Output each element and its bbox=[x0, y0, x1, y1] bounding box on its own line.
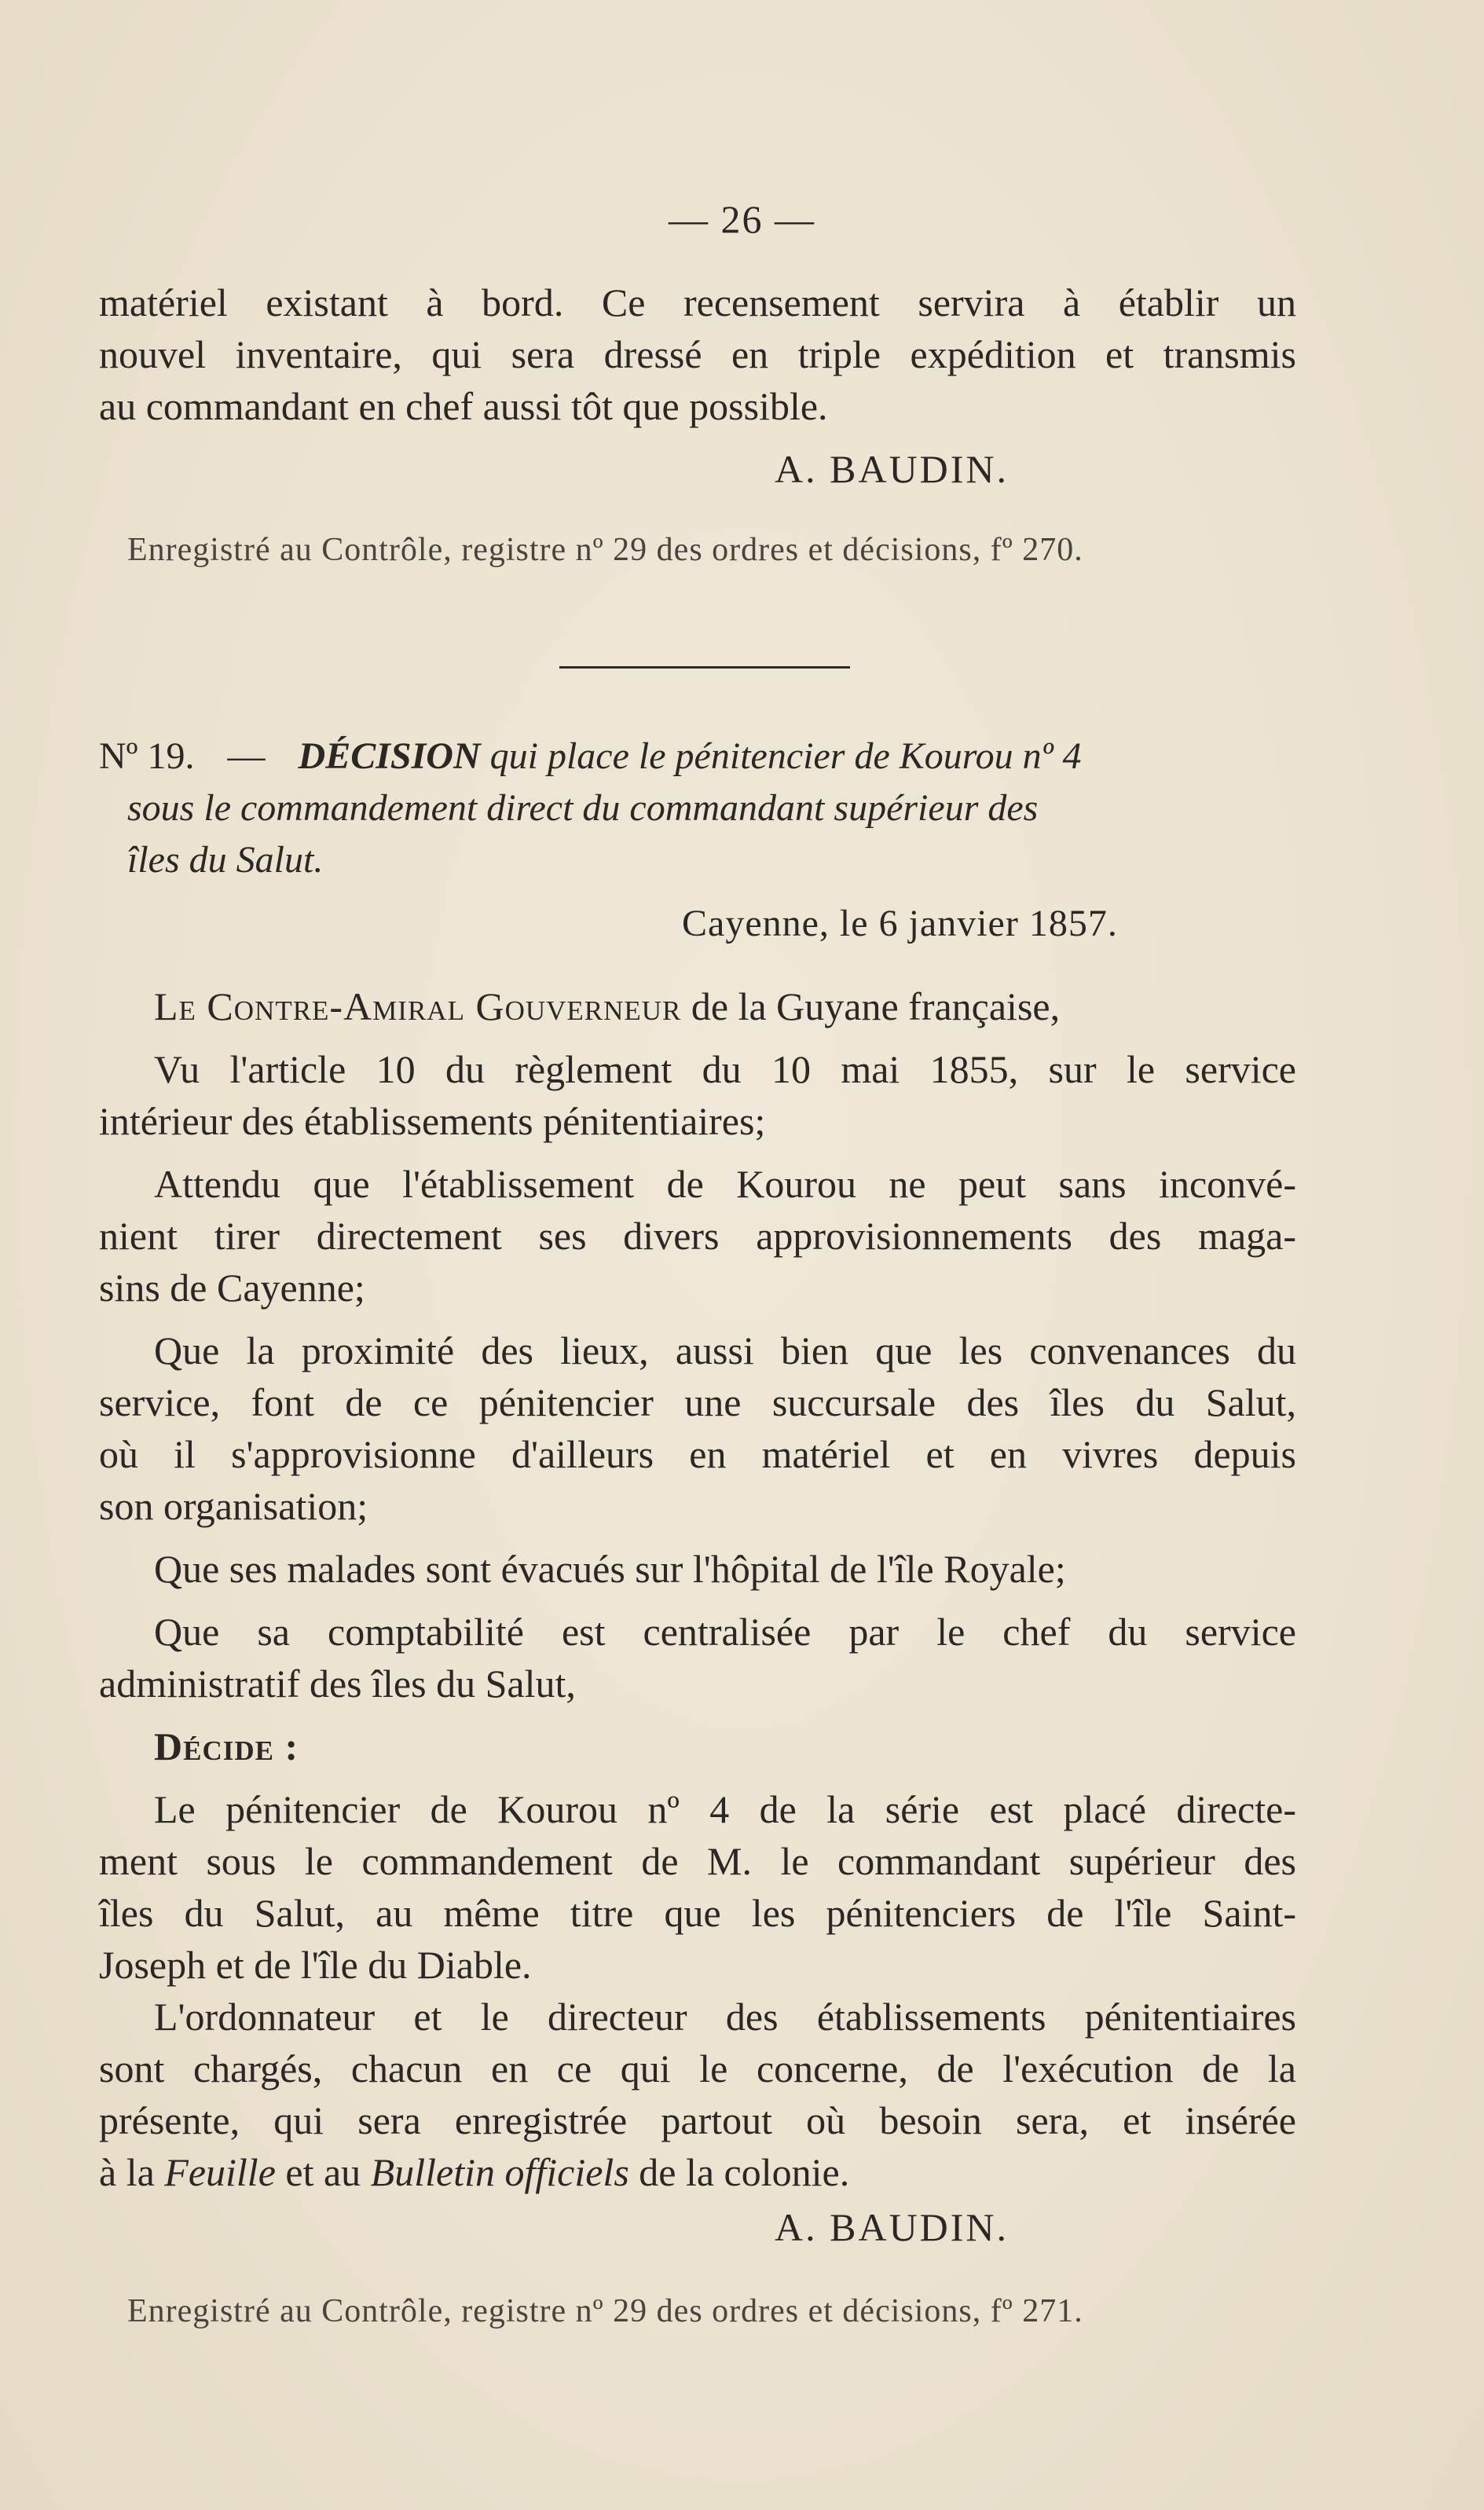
governor-title: Le Contre-Amiral Gouverneur bbox=[154, 984, 682, 1028]
heading-line-3: îles du Salut. bbox=[127, 839, 324, 881]
et-au-text: et au bbox=[275, 2150, 371, 2194]
registry-note-2: Enregistré au Contrôle, registre nº 29 des ordres et décisions, fº 271. bbox=[127, 2293, 1083, 2329]
heading-line-1 bbox=[99, 731, 1296, 782]
consideration-proximite bbox=[99, 1325, 1296, 1532]
consideration-line: intérieur des établissements pénitentiaires; bbox=[99, 1099, 766, 1143]
consideration-line: administratif des îles du Salut, bbox=[99, 1662, 576, 1706]
heading-line-1-rest: qui place le pénitencier de Kourou nº 4 bbox=[489, 735, 1082, 777]
last-line-suffix: de la colonie. bbox=[628, 2150, 850, 2194]
decision-article-1 bbox=[99, 1783, 1296, 1991]
decision-line: Le pénitencier de Kourou nº 4 de la série est placé directe- bbox=[154, 1787, 1296, 1831]
consideration-line: son organisation; bbox=[99, 1484, 368, 1528]
decision-line: Joseph et de l'île du Diable. bbox=[99, 1943, 532, 1987]
preamble-rest: de la Guyane française, bbox=[681, 984, 1061, 1028]
page-number: — 26 — bbox=[669, 197, 815, 241]
consideration-attendu bbox=[99, 1158, 1296, 1314]
consideration-line: Que ses malades sont évacués sur l'hôpital de l'île Royale; bbox=[154, 1547, 1066, 1591]
consideration-line: où il s'approvisionne d'ailleurs en matériel et en vivres depuis bbox=[99, 1432, 1296, 1476]
decision-line: îles du Salut, au même titre que les pénitenciers de l'île Saint- bbox=[99, 1891, 1296, 1935]
top-paragraph-line: matériel existant à bord. Ce recensement servira à établir un bbox=[99, 280, 1296, 324]
decision-number: Nº 19. bbox=[99, 735, 195, 777]
bulletin-title: Bulletin officiels bbox=[370, 2150, 629, 2194]
decide-label: Décide : bbox=[154, 1724, 299, 1768]
decision-body bbox=[99, 980, 1296, 2198]
top-paragraph-line: au commandant en chef aussi tôt que possible. bbox=[99, 384, 828, 428]
consideration-line: nient tirer directement ses divers approvisionnements des maga- bbox=[99, 1214, 1296, 1258]
top-paragraph-line: nouvel inventaire, qui sera dressé en triple expédition et transmis bbox=[99, 332, 1296, 376]
decision-line: sont chargés, chacun en ce qui le concerne, de l'exécution de la bbox=[99, 2046, 1296, 2090]
last-line-prefix: à la bbox=[99, 2150, 165, 2194]
decision-heading bbox=[99, 731, 1296, 886]
consideration-line: Vu l'article 10 du règlement du 10 mai 1855, sur le service bbox=[154, 1047, 1296, 1091]
place-date: Cayenne, le 6 janvier 1857. bbox=[682, 903, 1118, 944]
heading-line-2: sous le commandement direct du commandant supérieur des bbox=[127, 787, 1039, 829]
section-divider bbox=[559, 666, 850, 669]
decision-line: L'ordonnateur et le directeur des établissements pénitentiaires bbox=[154, 1995, 1296, 2039]
signature-2: A. BAUDIN. bbox=[775, 2205, 1009, 2249]
consideration-line: Que sa comptabilité est centralisée par le chef du service bbox=[154, 1610, 1296, 1654]
consideration-line: sins de Cayenne; bbox=[99, 1266, 365, 1310]
decision-line: ment sous le commandement de M. le commandant supérieur des bbox=[99, 1839, 1296, 1883]
decision-line: présente, qui sera enregistrée partout où besoin sera, et insérée bbox=[99, 2098, 1296, 2142]
signature-1: A. BAUDIN. bbox=[775, 447, 1009, 491]
decision-last-line bbox=[99, 2146, 1296, 2198]
heading-dash: — bbox=[227, 735, 266, 777]
top-paragraph bbox=[99, 277, 1296, 432]
decision-title-word: DÉCISION bbox=[298, 735, 481, 777]
consideration-vu bbox=[99, 1043, 1296, 1147]
consideration-malades bbox=[99, 1543, 1296, 1595]
decide-label-line bbox=[99, 1720, 1296, 1772]
feuille-title: Feuille bbox=[164, 2150, 276, 2194]
consideration-line: Que la proximité des lieux, aussi bien que les convenances du bbox=[154, 1328, 1296, 1372]
consideration-line: service, font de ce pénitencier une succursale des îles du Salut, bbox=[99, 1380, 1296, 1424]
registry-note-1: Enregistré au Contrôle, registre nº 29 des ordres et décisions, fº 270. bbox=[127, 532, 1083, 568]
decision-article-2 bbox=[99, 1991, 1296, 2198]
preamble-line bbox=[99, 980, 1296, 1032]
consideration-line: Attendu que l'établissement de Kourou ne peut sans inconvé- bbox=[154, 1162, 1296, 1206]
consideration-comptabilite bbox=[99, 1606, 1296, 1709]
